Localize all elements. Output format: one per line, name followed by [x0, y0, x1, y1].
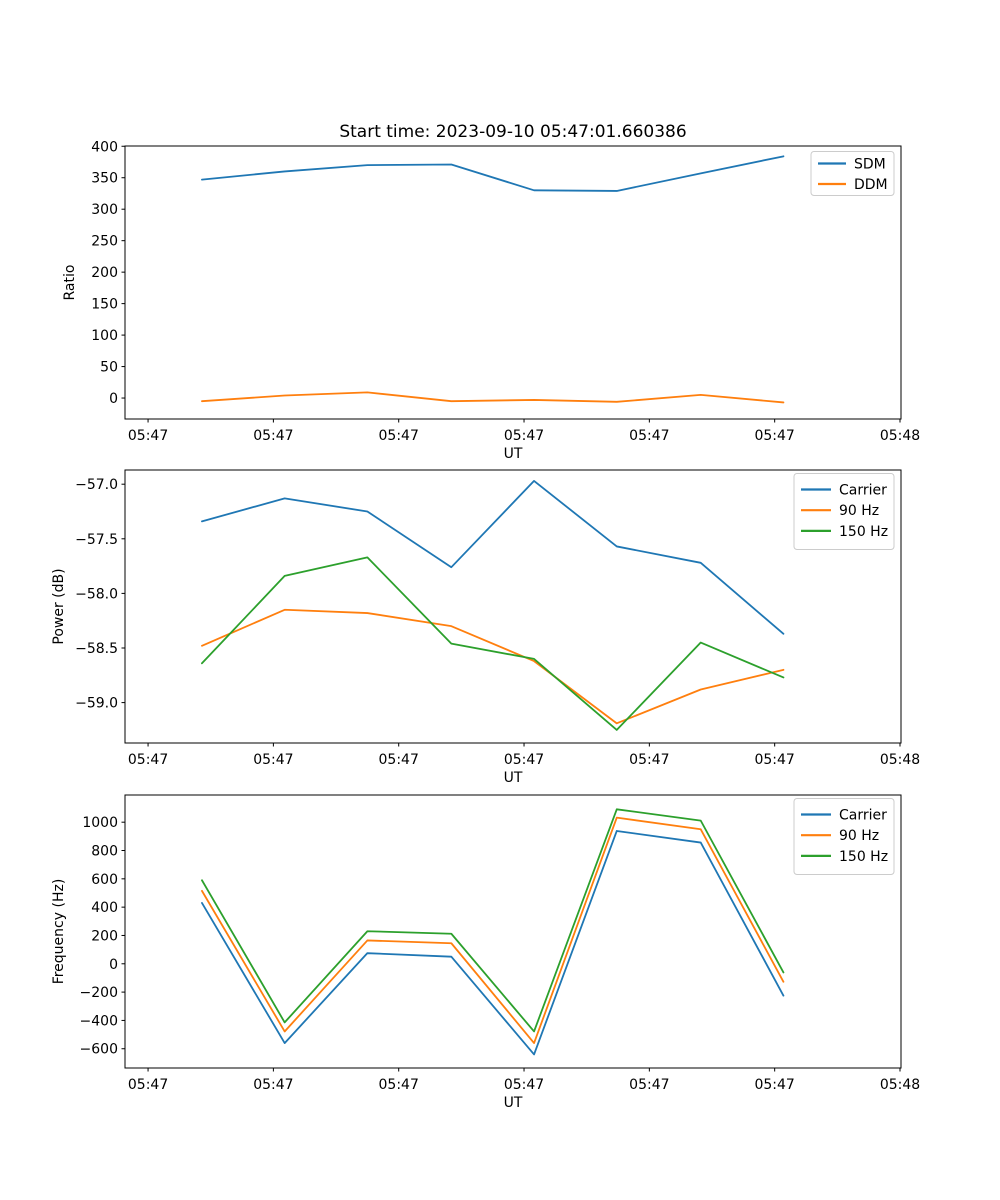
- x-tick-label: 05:47: [253, 752, 294, 768]
- x-tick-label: 05:48: [879, 1077, 921, 1093]
- y-tick-label: 0: [109, 956, 118, 973]
- x-tick-label: 05:47: [629, 752, 670, 768]
- y-tick-label: 400: [91, 139, 118, 156]
- legend-label: Carrier: [839, 807, 887, 824]
- x-tick-label: 05:47: [754, 1077, 795, 1093]
- x-tick-label: 05:47: [127, 1077, 169, 1093]
- legend-label: 150 Hz: [839, 523, 889, 540]
- legend-label: SDM: [854, 156, 886, 173]
- legend-label: 150 Hz: [839, 848, 889, 865]
- subplot-ratio: [62, 139, 920, 462]
- series-line-sdm: [202, 156, 783, 191]
- x-tick-label: 05:47: [127, 428, 169, 444]
- x-axis: [128, 419, 920, 462]
- y-tick-label: −57.0: [75, 477, 118, 494]
- series-line-ddm: [202, 392, 783, 402]
- subplot-frequency: [51, 795, 920, 1111]
- y-tick-label: −58.0: [75, 586, 118, 603]
- y-tick-label: −57.5: [75, 531, 118, 548]
- y-axis-label: Power (dB): [51, 568, 67, 645]
- y-axis-label: Ratio: [62, 264, 78, 301]
- legend: [794, 799, 894, 875]
- x-tick-label: 05:47: [503, 428, 545, 444]
- x-tick-label: 05:47: [629, 1077, 670, 1093]
- y-tick-label: −59.0: [75, 695, 118, 712]
- plot-frame: [125, 795, 901, 1068]
- legend: [794, 474, 894, 550]
- y-tick-label: −400: [79, 1013, 118, 1030]
- y-axis: [62, 139, 125, 407]
- series-line-90-hz: [202, 610, 783, 724]
- y-tick-label: 600: [91, 871, 118, 888]
- series-line-carrier: [202, 831, 783, 1054]
- y-tick-label: 200: [91, 265, 118, 282]
- x-tick-label: 05:47: [503, 1077, 545, 1093]
- x-tick-label: 05:47: [378, 1077, 419, 1093]
- y-tick-label: 300: [91, 202, 118, 219]
- legend-label: 90 Hz: [839, 503, 880, 520]
- y-axis: [51, 477, 125, 711]
- y-tick-label: 400: [91, 900, 118, 917]
- y-tick-label: 150: [91, 296, 118, 313]
- series-line-90-hz: [202, 818, 783, 1043]
- y-tick-label: 200: [91, 928, 118, 945]
- x-axis-label: UT: [503, 770, 523, 786]
- series-line-carrier: [202, 481, 783, 634]
- y-tick-label: 250: [91, 233, 118, 250]
- figure-title: Start time: 2023-09-10 05:47:01.660386: [339, 122, 687, 142]
- x-tick-label: 05:48: [879, 752, 921, 768]
- y-axis: [51, 815, 125, 1058]
- legend-label: 90 Hz: [839, 828, 880, 845]
- y-tick-label: 50: [100, 359, 118, 376]
- y-tick-label: −200: [79, 985, 118, 1002]
- x-tick-label: 05:47: [127, 752, 169, 768]
- x-tick-label: 05:47: [378, 428, 419, 444]
- y-tick-label: 1000: [82, 815, 118, 832]
- x-axis: [128, 1068, 920, 1111]
- x-tick-label: 05:47: [253, 428, 294, 444]
- x-tick-label: 05:47: [754, 428, 795, 444]
- x-tick-label: 05:47: [754, 752, 795, 768]
- y-tick-label: −58.5: [75, 640, 118, 657]
- y-axis-label: Frequency (Hz): [51, 878, 67, 985]
- x-axis-label: UT: [503, 1095, 523, 1111]
- x-tick-label: 05:47: [503, 752, 545, 768]
- legend-label: Carrier: [839, 482, 887, 499]
- x-tick-label: 05:48: [879, 428, 921, 444]
- x-tick-label: 05:47: [253, 1077, 294, 1093]
- y-tick-label: 0: [109, 391, 118, 408]
- x-tick-label: 05:47: [629, 428, 670, 444]
- x-axis-label: UT: [503, 446, 523, 462]
- legend: [811, 152, 894, 196]
- legend-label: DDM: [854, 177, 888, 193]
- y-tick-label: 800: [91, 843, 118, 860]
- y-tick-label: −600: [79, 1041, 118, 1058]
- x-axis: [128, 743, 920, 786]
- y-tick-label: 100: [91, 328, 118, 345]
- subplot-power: [51, 470, 920, 786]
- x-tick-label: 05:47: [378, 752, 419, 768]
- y-tick-label: 350: [91, 170, 118, 187]
- plot-frame: [125, 146, 901, 419]
